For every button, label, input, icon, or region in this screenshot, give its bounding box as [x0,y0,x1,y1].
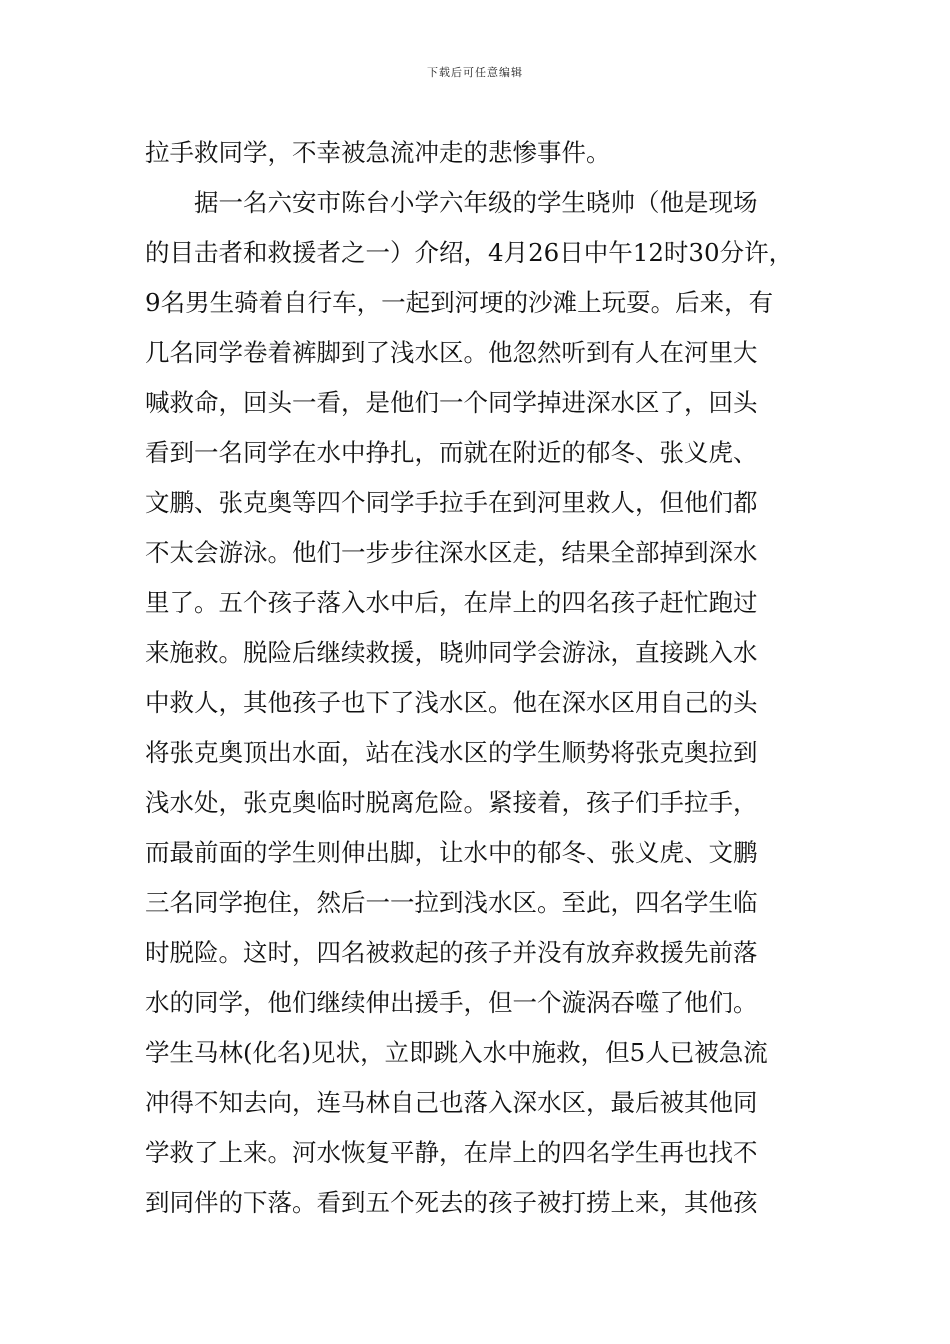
text-line: 里了。五个孩子落入水中后，在岸上的四名孩子赶忙跑过 [145,588,758,617]
text-line: 几名同学卷着裤脚到了浅水区。他忽然听到有人在河里大 [145,338,758,367]
text-line: 三名同学抱住，然后一一拉到浅水区。至此，四名学生临 [145,888,758,917]
page-header: 下载后可任意编辑 [427,66,523,79]
text-line: 将张克奥顶出水面，站在浅水区的学生顺势将张克奥拉到 [145,738,758,767]
text-line: 浅水处，张克奥临时脱离危险。紧接着，孩子们手拉手， [145,788,758,817]
text-line: 水的同学，他们继续伸出援手，但一个漩涡吞噬了他们。 [145,988,758,1017]
text-line: 据一名六安市陈台小学六年级的学生晓帅（他是现场 [145,188,758,217]
text-line: 到同伴的下落。看到五个死去的孩子被打捞上来，其他孩 [145,1188,758,1217]
text-line: 喊救命，回头一看，是他们一个同学掉进深水区了，回头 [145,388,758,417]
text-line: 冲得不知去向，连马林自己也落入深水区，最后被其他同 [145,1088,758,1117]
text-line: 9名男生骑着自行车，一起到河埂的沙滩上玩耍。后来，有 [145,288,774,317]
text-line: 不太会游泳。他们一步步往深水区走，结果全部掉到深水 [145,538,758,567]
text-line: 学救了上来。河水恢复平静，在岸上的四名学生再也找不 [145,1138,758,1167]
text-line: 时脱险。这时，四名被救起的孩子并没有放弃救援先前落 [145,938,758,967]
text-line: 来施救。脱险后继续救援，晓帅同学会游泳，直接跳入水 [145,638,758,667]
text-line: 的目击者和救援者之一）介绍，4月26日中午12时30分许， [145,238,794,267]
text-line: 而最前面的学生则伸出脚，让水中的郁冬、张义虎、文鹏 [145,838,758,867]
text-line: 学生马林(化名)见状，立即跳入水中施救，但5人已被急流 [145,1038,768,1067]
document-body [145,128,825,1228]
text-line: 中救人，其他孩子也下了浅水区。他在深水区用自己的头 [145,688,758,717]
text-line: 文鹏、张克奥等四个同学手拉手在到河里救人，但他们都 [145,488,758,517]
text-line: 看到一名同学在水中挣扎，而就在附近的郁冬、张义虎、 [145,438,758,467]
text-line: 拉手救同学，不幸被急流冲走的悲惨事件。 [145,138,611,167]
